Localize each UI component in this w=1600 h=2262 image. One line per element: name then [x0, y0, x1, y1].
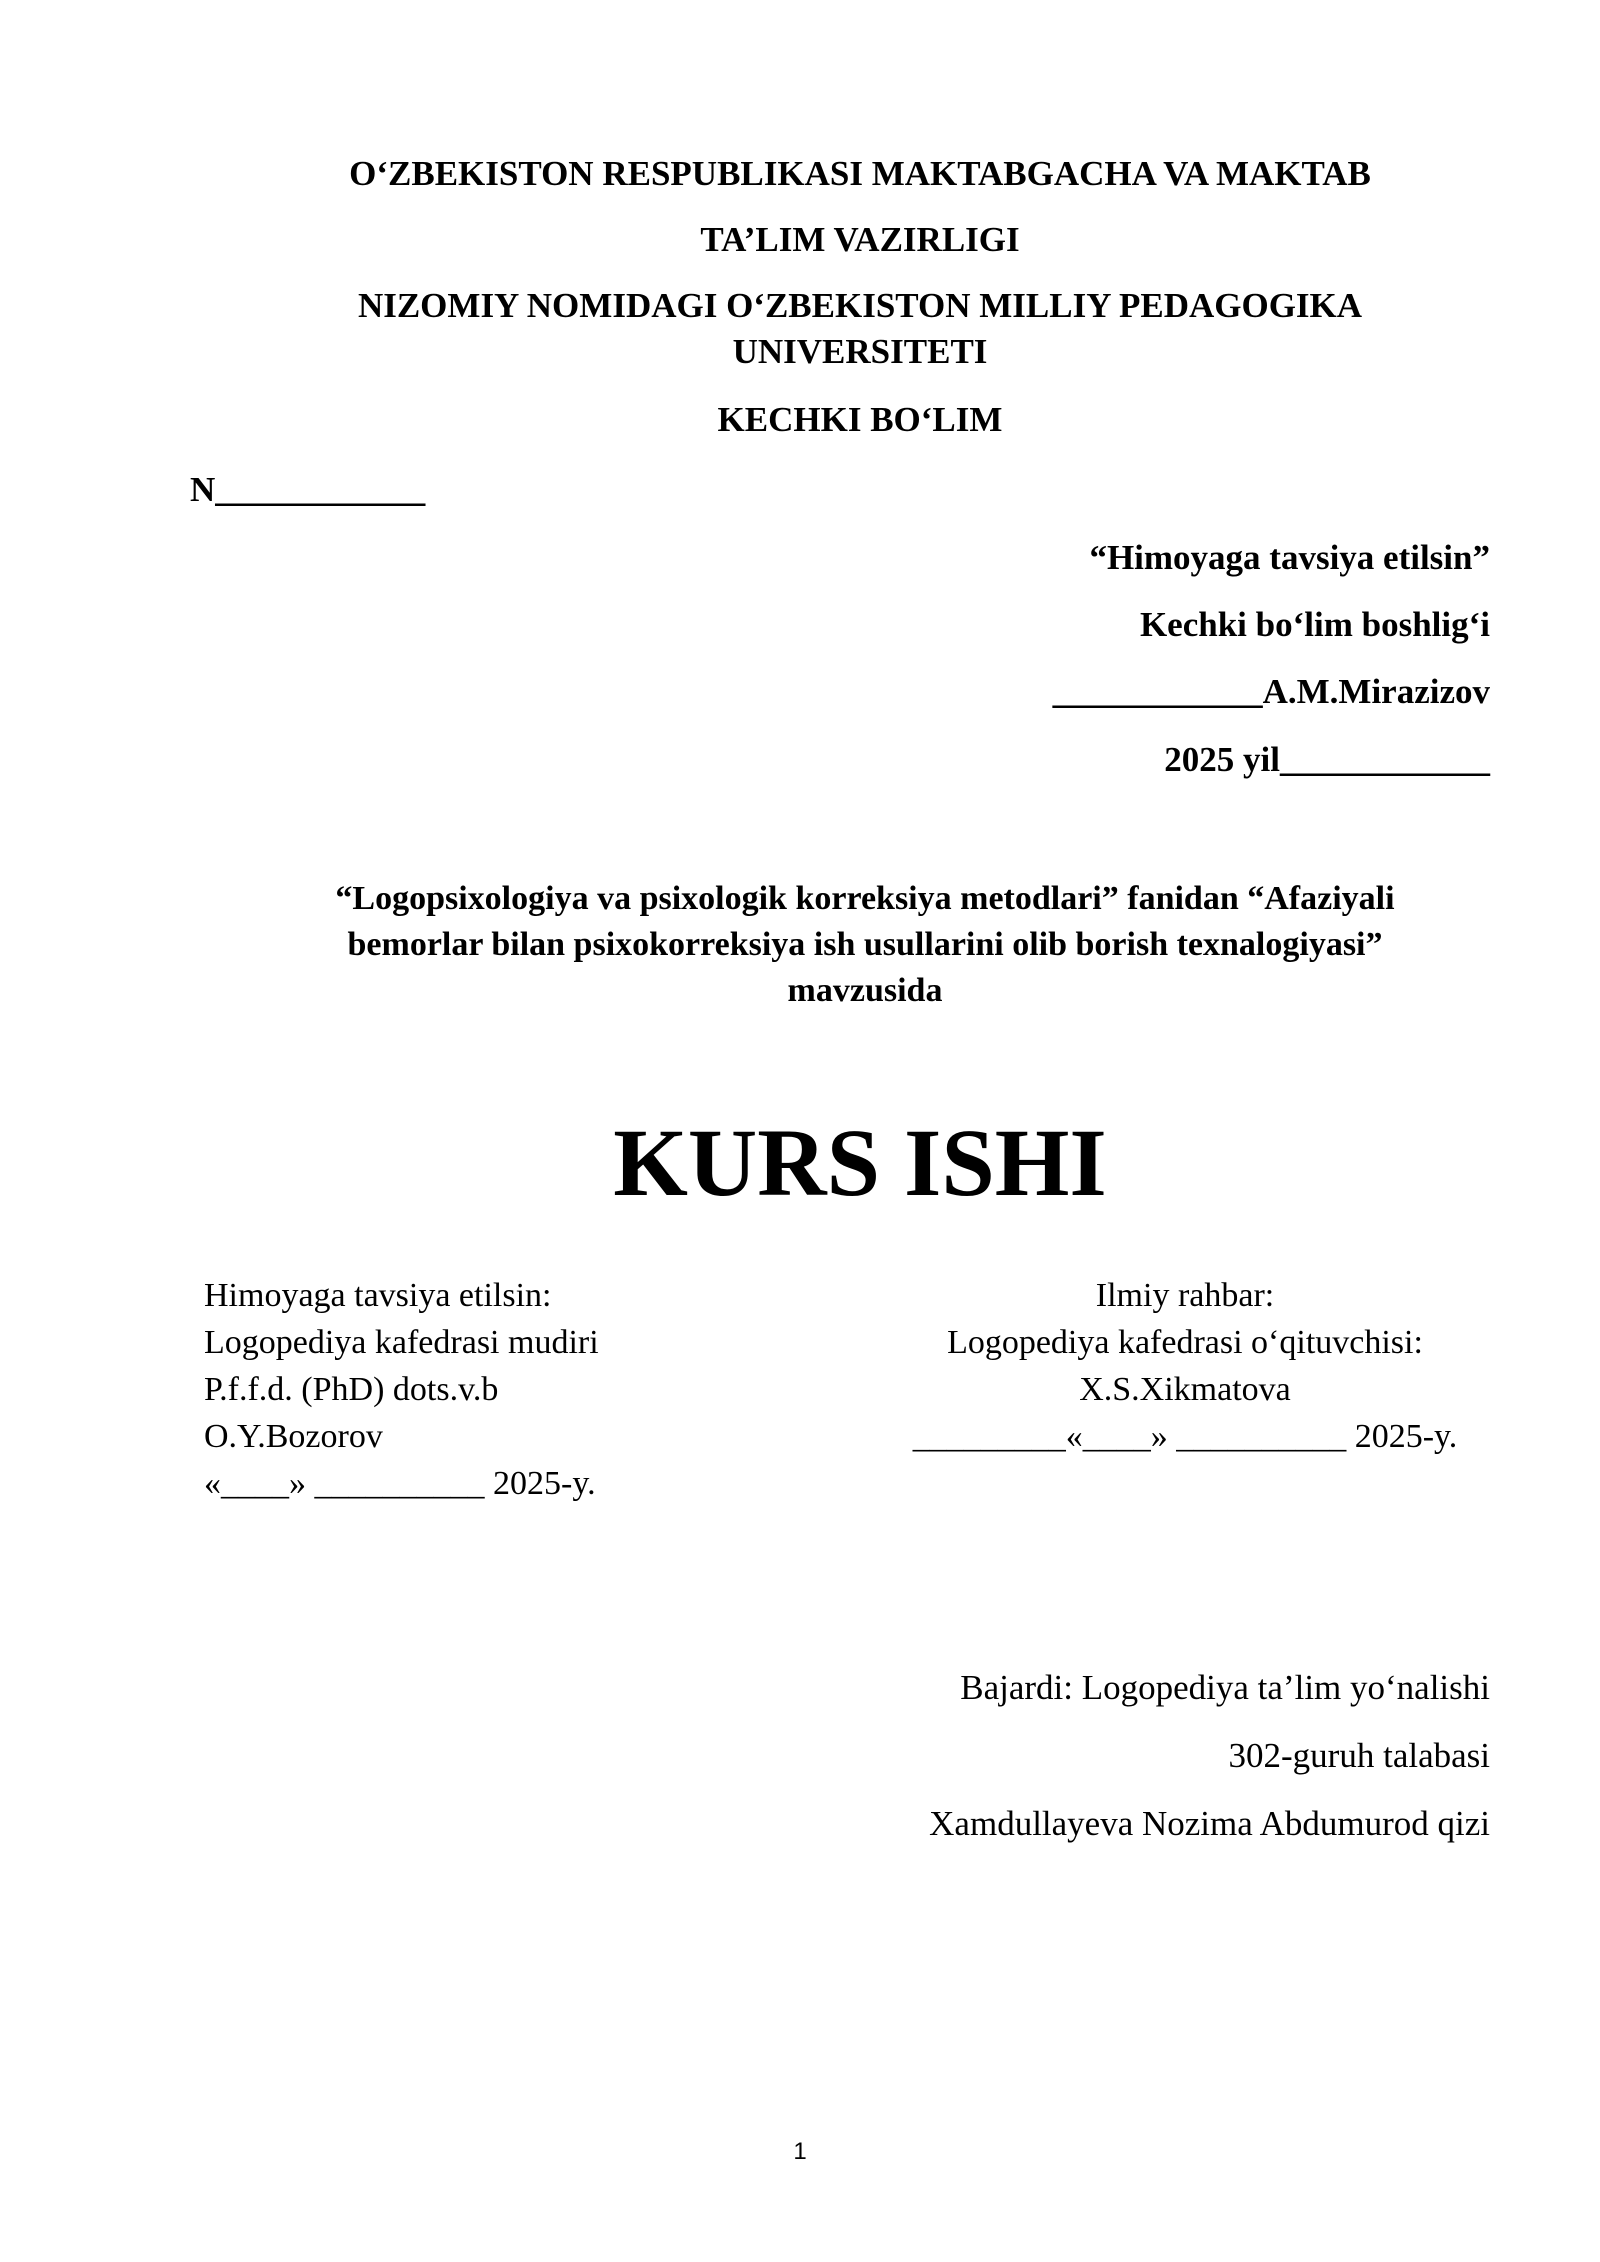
right-signature-line1: Ilmiy rahbar: — [1095, 1277, 1275, 1314]
right-signature-line4: _________«____» __________ 2025-y. — [912, 1418, 1458, 1455]
left-signature-line3: P.f.f.d. (PhD) dots.v.b — [204, 1371, 499, 1408]
performer-line2: 302-guruh talabasi — [1228, 1736, 1490, 1775]
right-signature-line2: Logopediya kafedrasi o‘qituvchisi: — [947, 1324, 1423, 1361]
approval-date: 2025 yil____________ — [1164, 740, 1490, 779]
performer-line3: Xamdullayeva Nozima Abdumurod qizi — [929, 1804, 1490, 1843]
left-signature-block — [204, 1272, 599, 1507]
left-signature-line1: Himoyaga tavsiya etilsin: — [204, 1277, 552, 1314]
ministry-title-line1: O‘ZBEKISTON RESPUBLIKASI MAKTABGACHA VA MAKTAB — [349, 154, 1371, 193]
topic-line3: mavzusida — [787, 972, 943, 1009]
document-number-line: N____________ — [190, 470, 426, 509]
page-number: 1 — [793, 2138, 807, 2165]
left-signature-line4: O.Y.Bozorov — [204, 1418, 383, 1455]
ministry-title-line2: TA’LIM VAZIRLIGI — [700, 220, 1020, 259]
approval-position: Kechki bo‘lim boshlig‘i — [1139, 605, 1490, 644]
right-signature-block — [870, 1272, 1500, 1460]
left-signature-line5: «____» __________ 2025-y. — [204, 1465, 596, 1502]
topic-line2: bemorlar bilan psixokorreksiya ish usullarini olib borish texnalogiyasi” — [347, 926, 1383, 963]
document-type-title: KURS ISHI — [613, 1109, 1107, 1216]
approval-title: “Himoyaga tavsiya etilsin” — [1089, 538, 1490, 577]
university-title-line2: UNIVERSITETI — [732, 332, 988, 371]
right-signature-line3: X.S.Xikmatova — [1079, 1371, 1291, 1408]
left-signature-line2: Logopediya kafedrasi mudiri — [204, 1324, 599, 1361]
approval-signature: ____________A.M.Mirazizov — [1052, 672, 1490, 711]
topic-line1: “Logopsixologiya va psixologik korreksiya metodlari” fanidan “Afaziyali — [335, 880, 1395, 917]
performer-line1: Bajardi: Logopediya ta’lim yo‘nalishi — [960, 1668, 1490, 1707]
department-title: KECHKI BO‘LIM — [717, 400, 1003, 439]
university-title-line1: NIZOMIY NOMIDAGI O‘ZBEKISTON MILLIY PEDAGOGIKA — [357, 286, 1363, 325]
